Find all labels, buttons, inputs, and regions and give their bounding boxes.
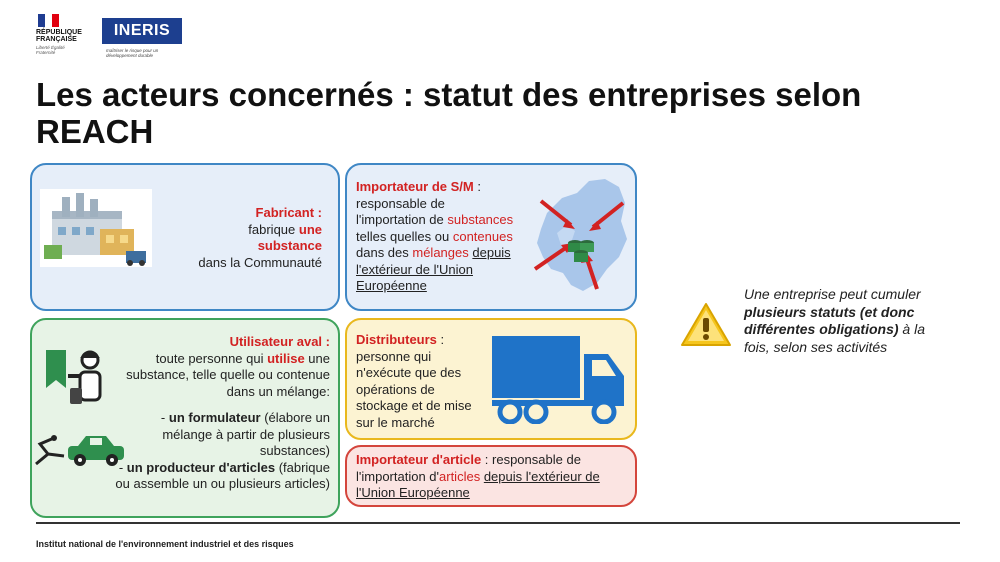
utilisateur-aval-heading: Utilisateur aval :: [229, 334, 330, 349]
worker-icon: [44, 348, 106, 408]
importateur-sm-l2b: substances: [447, 212, 514, 227]
importateur-sm-l5: l'extérieur de l'Union: [356, 261, 473, 277]
importateur-sm-colon: :: [473, 179, 481, 194]
rf-logo-line2: FRANÇAISE: [36, 36, 77, 43]
ineris-logo-tagline: maîtriser le risque pour un développement durable: [106, 48, 159, 58]
factory-illustration: [40, 189, 152, 267]
fabricant-text-3: dans la Communauté: [198, 254, 322, 270]
utilisateur-l4b: un formulateur: [168, 410, 261, 425]
utilisateur-aval-text-top: [112, 334, 330, 400]
importateur-sm-l4d: depuis: [472, 245, 511, 260]
distributeurs-l2: n'exécute que des: [356, 365, 462, 380]
fabricant-heading: Fabricant :: [255, 205, 322, 220]
importateur-article-text: [356, 452, 628, 502]
warning-icon: [680, 302, 732, 348]
ineris-logo: [102, 14, 188, 64]
note-l2: plusieurs statuts (et donc: [744, 303, 915, 320]
footer-divider: [36, 522, 960, 524]
distributeurs-heading: Distributeurs: [356, 332, 437, 347]
distributeurs-box: [345, 318, 637, 440]
distributeurs-colon: :: [436, 332, 445, 347]
distributeurs-text: [356, 332, 496, 431]
note-l3b: à la: [898, 321, 926, 337]
truck-icon: [492, 336, 626, 424]
rf-logo-line1: RÉPUBLIQUE: [36, 29, 82, 36]
importateur-sm-box: [345, 163, 637, 311]
republique-francaise-logo: [36, 14, 98, 64]
importateur-article-l1a: : responsable de: [481, 452, 581, 467]
utilisateur-aval-box: [30, 318, 340, 518]
utilisateur-l5: mélange à partir de plusieurs: [162, 426, 330, 442]
fabricant-box: [30, 163, 340, 311]
utilisateur-l6: substances): [259, 443, 330, 458]
distributeurs-l4: stockage et de mise: [356, 398, 472, 413]
utilisateur-l1c: une: [304, 350, 330, 366]
importateur-sm-l6: Européenne: [356, 278, 427, 293]
note-l4: fois, selon ses activités: [744, 338, 888, 355]
utilisateur-l1b: utilise: [267, 350, 305, 366]
ineris-logo-name: INERIS: [102, 18, 182, 44]
fabricant-text: [182, 205, 322, 271]
fabricant-text-1: fabrique: [248, 221, 299, 237]
europe-map-icon: [527, 173, 632, 301]
utilisateur-l3: dans un mélange:: [226, 383, 330, 399]
importateur-article-l3: l'Union Européenne: [356, 485, 470, 500]
footer-text: Institut national de l'environnement industriel et des risques: [36, 539, 294, 549]
importateur-article-l2d: depuis l'extérieur de: [483, 468, 600, 484]
importateur-article-l2a: l'importation d': [356, 468, 440, 484]
importateur-article-heading: Importateur d'article: [356, 452, 482, 467]
importateur-sm-l1: responsable de: [356, 195, 445, 211]
page-title: Les acteurs concernés : statut des entreprises selon REACH: [36, 76, 862, 150]
importateur-sm-l3b: contenues: [452, 228, 513, 244]
utilisateur-l7b: un producteur d'articles: [126, 459, 276, 475]
importateur-sm-heading: Importateur de S/M: [356, 179, 474, 194]
utilisateur-l4a: -: [160, 410, 169, 425]
importateur-sm-l2a: l'importation de: [356, 212, 448, 227]
utilisateur-l1a: toute personne qui: [155, 350, 268, 366]
importateur-sm-l4a: dans des: [356, 245, 413, 260]
rf-logo-motto: Liberté Égalité Fraternité: [36, 45, 65, 55]
importateur-sm-l4b: mélanges: [412, 245, 469, 260]
cumulative-status-note: [744, 286, 969, 356]
fabricant-text-2: une substance: [257, 221, 322, 253]
importateur-article-box: [345, 445, 637, 507]
utilisateur-l7a: -: [118, 459, 127, 475]
distributeurs-l1: personne qui: [356, 348, 432, 364]
distributeurs-l5: sur le marché: [356, 414, 435, 430]
note-l1: Une entreprise peut cumuler: [744, 286, 921, 302]
note-l3a: différentes obligations): [744, 321, 899, 337]
utilisateur-l2: substance, telle quelle ou contenue: [126, 367, 330, 382]
importateur-article-l2b: articles: [439, 468, 481, 484]
utilisateur-aval-text-bottom: [88, 410, 330, 493]
utilisateur-l4c: (élabore un: [260, 410, 330, 425]
french-flag-icon: [38, 14, 60, 27]
importateur-sm-l3a: telles quelles ou: [356, 228, 453, 244]
distributeurs-l3: opérations de: [356, 381, 435, 397]
importateur-sm-text: [356, 179, 536, 295]
utilisateur-l8: ou assemble un ou plusieurs articles): [115, 476, 330, 491]
utilisateur-l7c: (fabrique: [275, 459, 330, 475]
